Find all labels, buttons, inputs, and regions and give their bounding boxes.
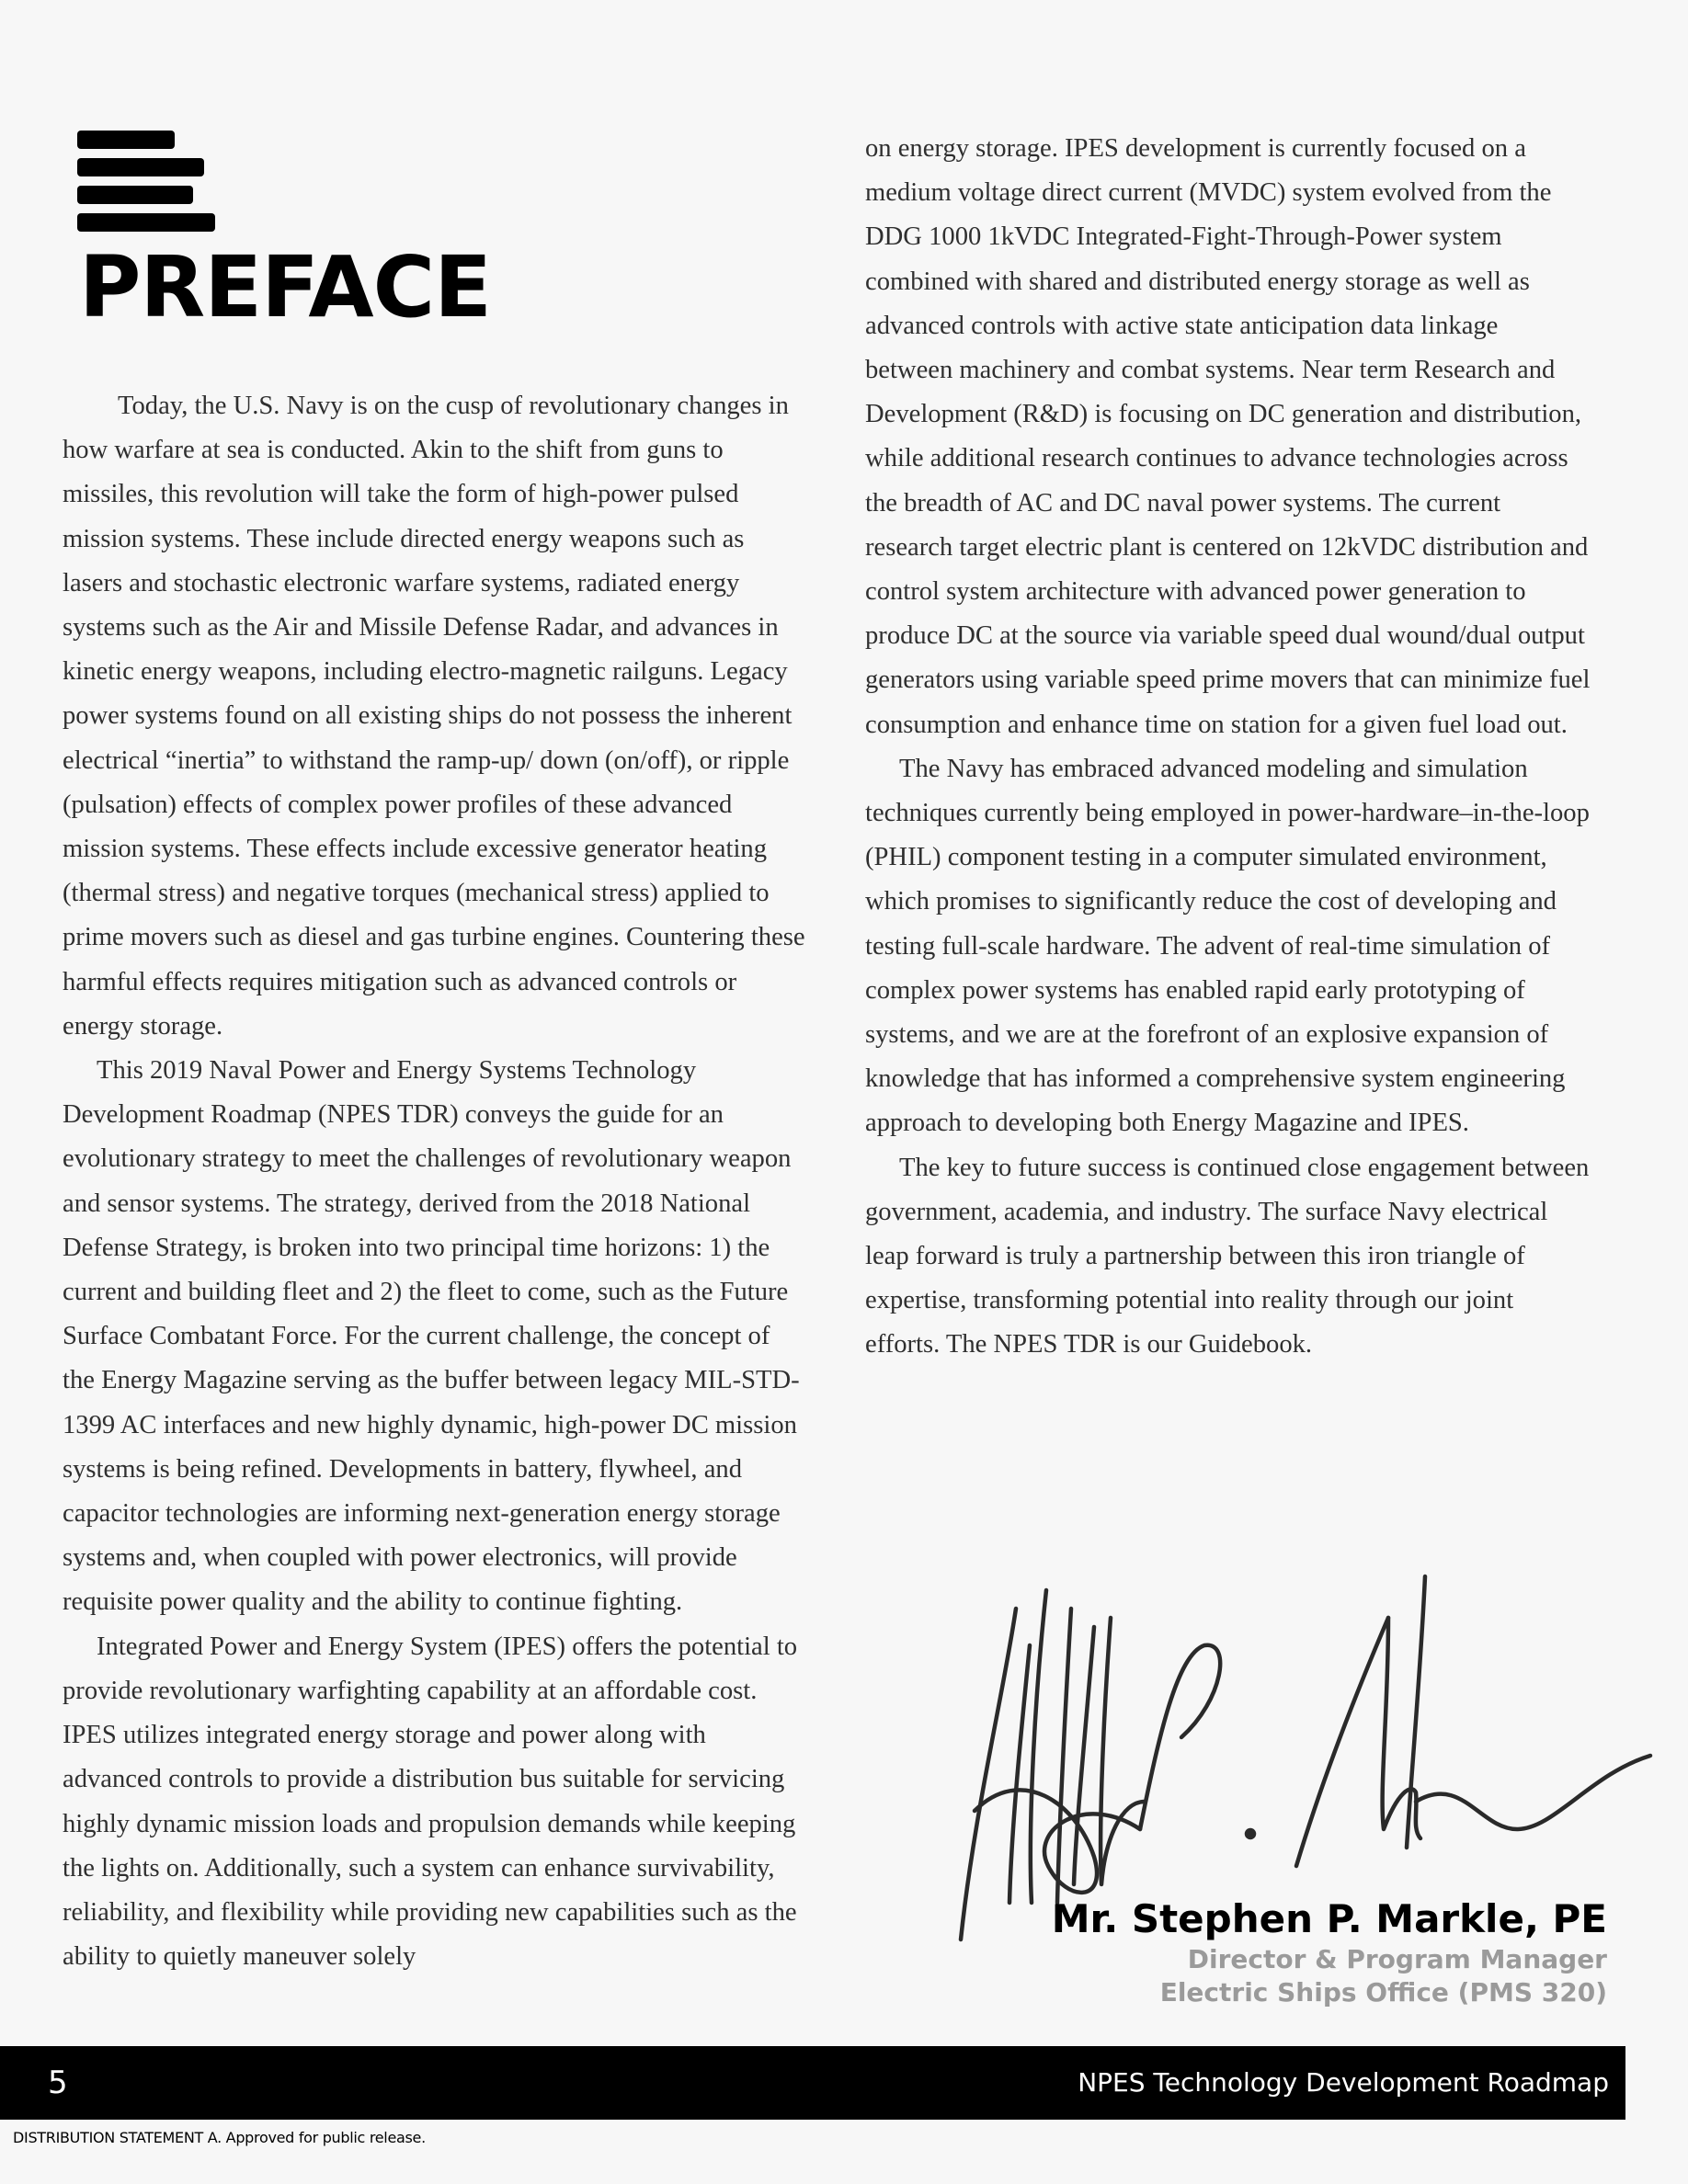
body-column-right [865, 127, 1591, 1368]
page-title: PREFACE [79, 238, 491, 336]
paragraph: The key to future success is continued close engagement between government, academia, and industry. The surface Navy electrical leap forward is truly a partnership between this iron triangle of expertise, transforming potential into reality through our joint efforts. The NPES TDR is our Guidebook. [865, 1153, 1590, 1359]
stacked-bars-icon [77, 131, 224, 233]
footer-bar [0, 2046, 1625, 2120]
signatory-name: Mr. Stephen P. Markle, PE [1051, 1896, 1607, 1941]
distribution-statement: DISTRIBUTION STATEMENT A. Approved for public release. [13, 2129, 426, 2146]
page-number: 5 [48, 2065, 68, 2101]
document-title: NPES Technology Development Roadmap [1078, 2067, 1609, 2098]
paragraph: on energy storage. IPES development is currently focused on a medium voltage direct current (MVDC) system evolved from the DDG 1000 1kVDC Integrated-Fight-Through-Power system combined with shared and distributed energy storage as well as advanced controls with active state anticipation data linkage between machinery and combat systems. Near term Research and Development (R&D) is focusing on DC generation and distribution, while additional research continues to advance technologies across the breadth of AC and DC naval power systems. The current research target electric plant is centered on 12kVDC distribution and control system architecture with advanced power generation to produce DC at the source via variable speed dual wound/dual output generators using variable speed prime movers that can minimize fuel consumption and enhance time on station for a given fuel load out. [865, 134, 1591, 739]
signatory-title: Director & Program Manager [1187, 1944, 1607, 1974]
paragraph: The Navy has embraced advanced modeling and simulation techniques currently being employed in power-hardware–in-the-loop (PHIL) component testing in a computer simulated environment, which promises to significantly reduce the cost of developing and testing full-scale hardware. The advent of real-time simulation of complex power systems has enabled rapid early prototyping of systems, and we are at the forefront of an explosive expansion of knowledge that has informed a comprehensive system engineering approach to developing both Energy Magazine and IPES. [865, 754, 1590, 1138]
paragraph: Integrated Power and Energy System (IPES) offers the potential to provide revolutionary warfighting capability at an affordable cost. IPES utilizes integrated energy storage and power along with advanced controls to provide a distribution bus suitable for servicing highly dynamic mission loads and propulsion demands while keeping the lights on. Additionally, such a system can enhance survivability, reliability, and flexibility while providing new capabilities such as the ability to quietly maneuver solely [63, 1632, 798, 1972]
signatory-office: Electric Ships Office (PMS 320) [1159, 1977, 1607, 2008]
paragraph: Today, the U.S. Navy is on the cusp of revolutionary changes in how warfare at sea is conducted. Akin to the shift from guns to missiles, this revolution will take the form of high-power pulsed mission systems. These include directed energy weapons such as lasers and stochastic electronic warfare systems, radiated energy systems such as the Air and Missile Defense Radar, and advances in kinetic energy weapons, including electro-magnetic railguns. Legacy power systems found on all existing ships do not possess the inherent electrical “inertia” to withstand the ramp-up/ down (on/off), or ripple (pulsation) effects of complex power profiles of these advanced mission systems. These effects include excessive generator heating (thermal stress) and negative torques (mechanical stress) applied to prime movers such as diesel and gas turbine engines. Countering these harmful effects requires mitigation such as advanced controls or energy storage. [63, 392, 805, 1041]
paragraph: This 2019 Naval Power and Energy Systems Technology Development Roadmap (NPES TDR) conveys the guide for an evolutionary strategy to meet the challenges of revolutionary weapon and sensor systems. The strategy, derived from the 2018 National Defense Strategy, is broken into two principal time horizons: 1) the current and building fleet and 2) the fleet to come, such as the Future Surface Combatant Force. For the current challenge, the concept of the Energy Magazine serving as the buffer between legacy MIL-STD-1399 AC interfaces and new highly dynamic, high-power DC mission systems is being refined. Developments in battery, flywheel, and capacitor technologies are informing next-generation energy storage systems and, when coupled with power electronics, will provide requisite power quality and the ability to continue fighting. [63, 1056, 800, 1617]
signature-block [1052, 1895, 1607, 2009]
body-column-left [63, 384, 807, 1979]
